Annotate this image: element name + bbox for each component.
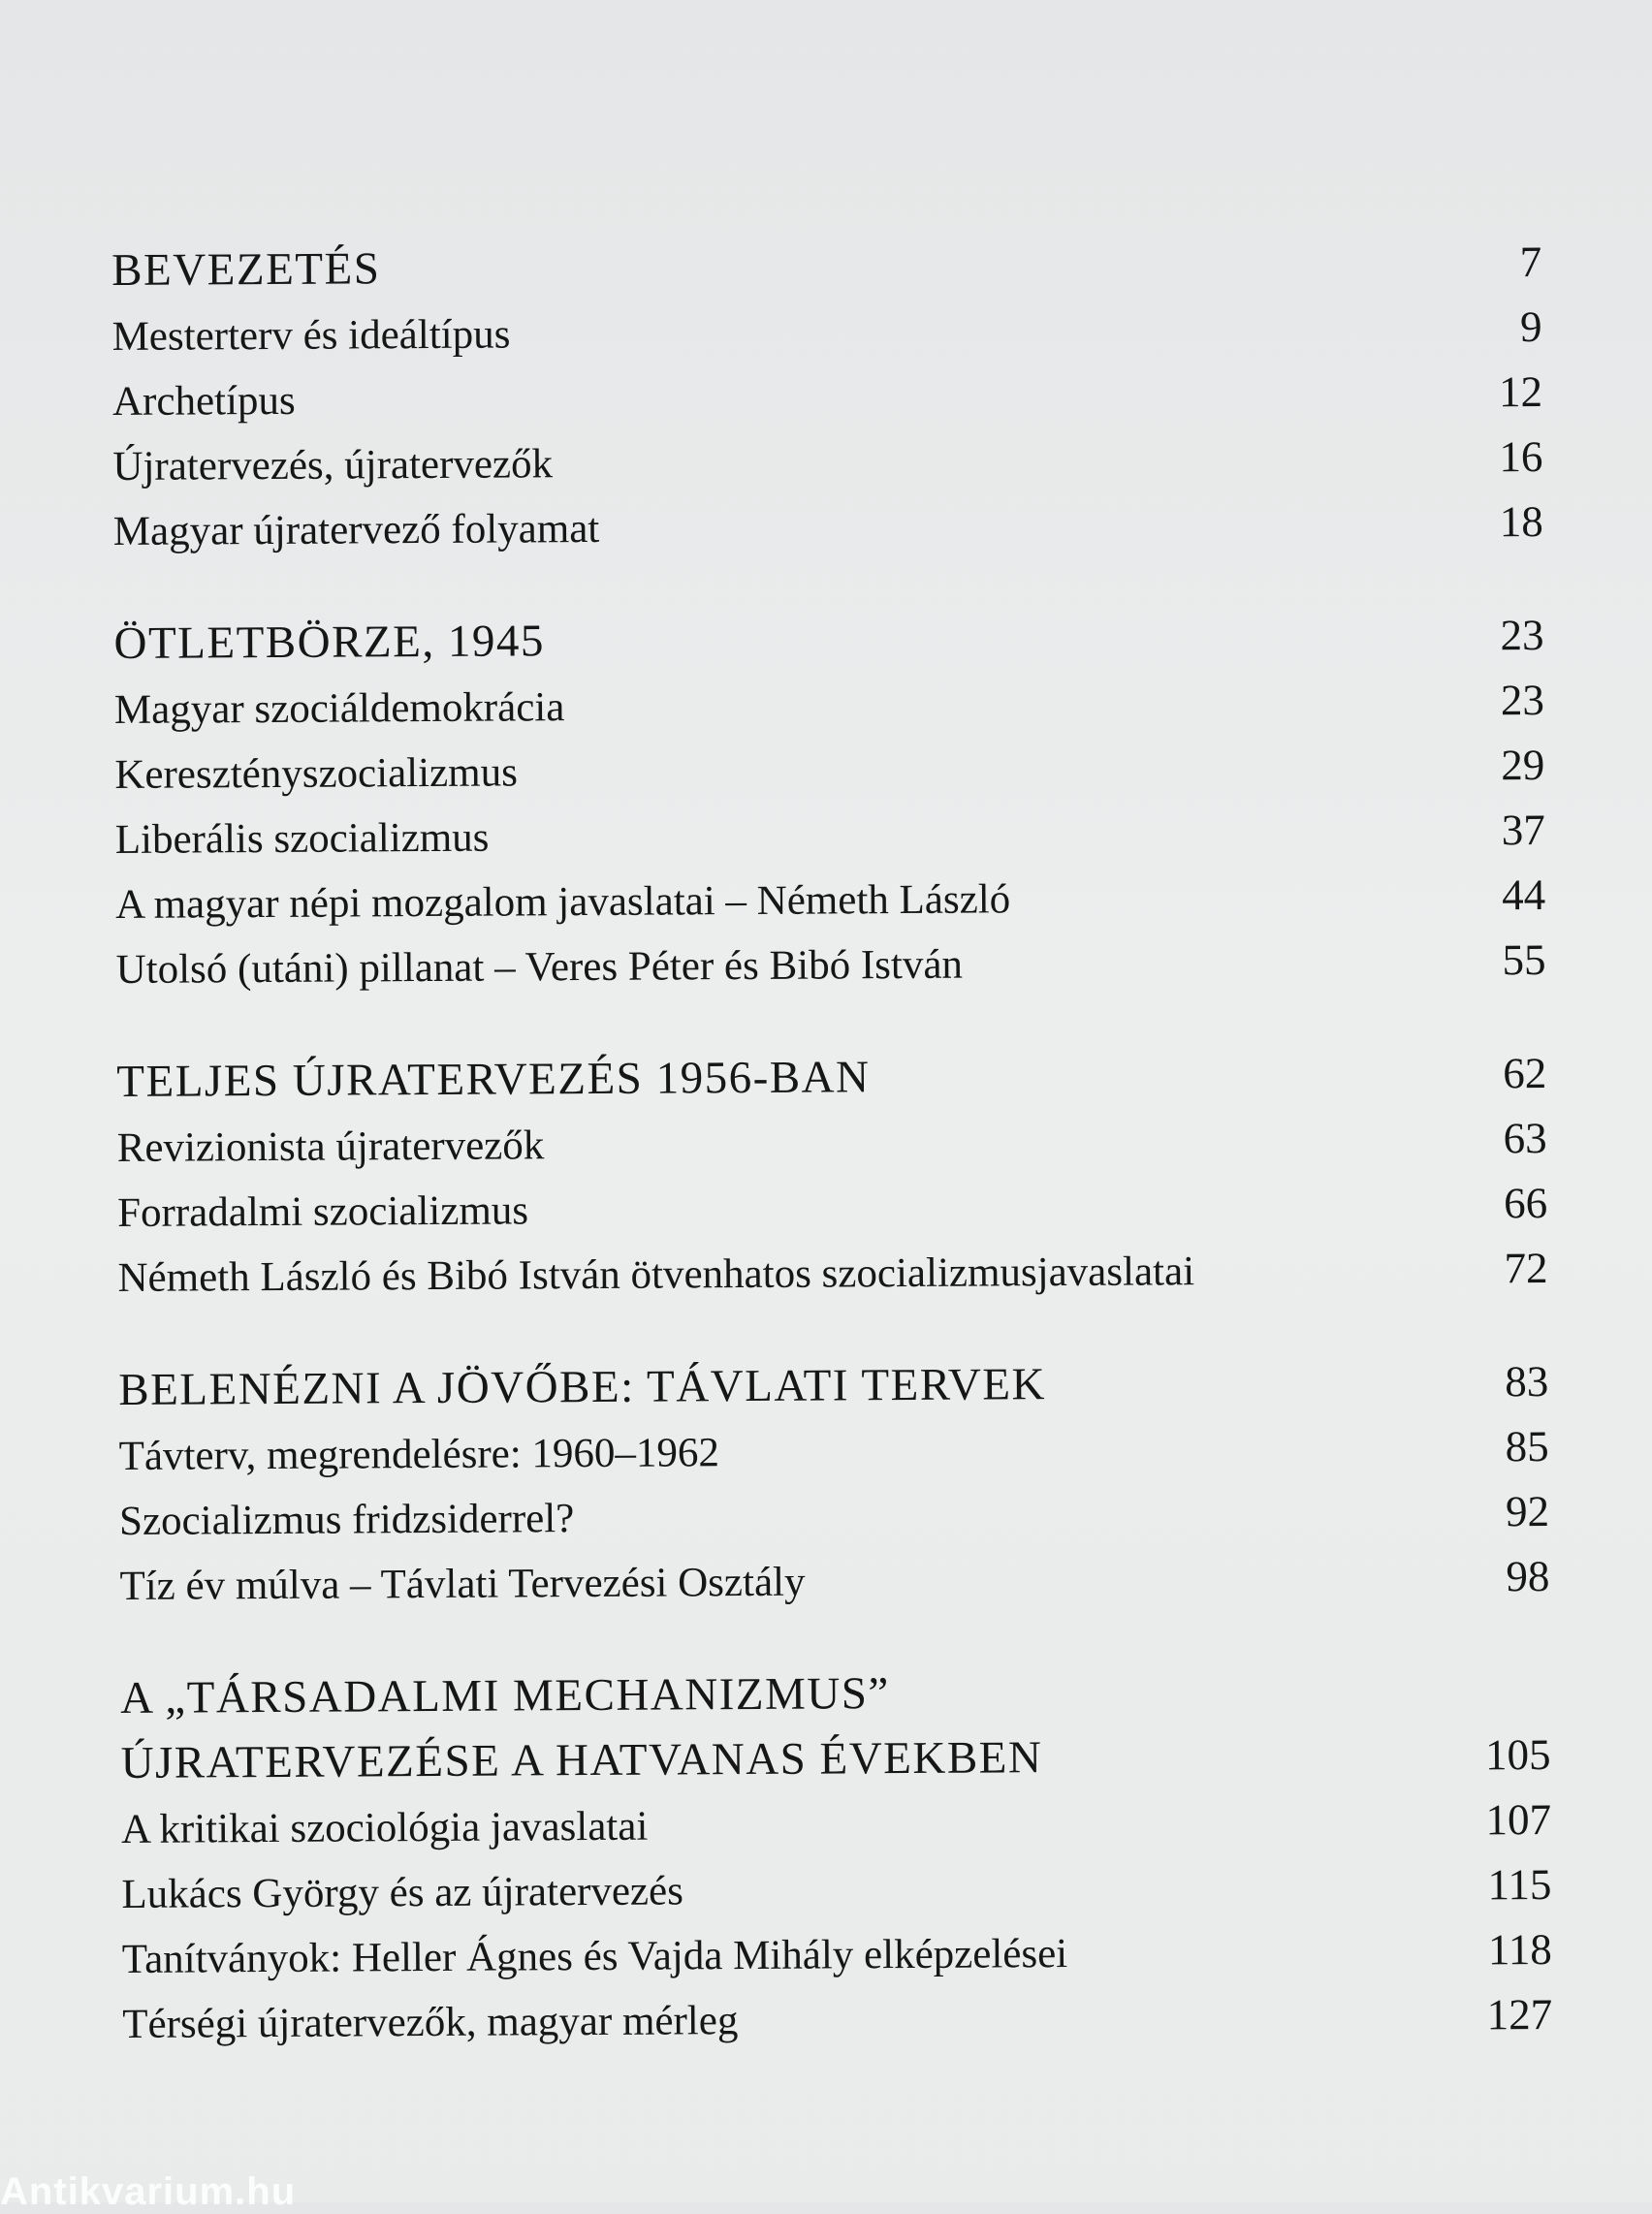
toc-section bbox=[116, 1041, 1548, 1310]
entry-title: Tanítványok: Heller Ágnes és Vajda Mihály elképzelései bbox=[121, 1931, 1068, 1982]
entry-title: Lukács György és az újratervezés bbox=[121, 1868, 684, 1917]
toc-entry bbox=[117, 1236, 1547, 1310]
chapter-heading bbox=[111, 230, 1541, 303]
toc-entry bbox=[119, 1544, 1549, 1618]
entry-page-number: 23 bbox=[1500, 675, 1545, 725]
toc-entry bbox=[121, 1787, 1551, 1861]
entry-title: Távterv, megrendelésre: 1960–1962 bbox=[118, 1430, 720, 1479]
entry-page-number: 92 bbox=[1505, 1486, 1550, 1536]
entry-page-number: 9 bbox=[1519, 301, 1542, 352]
chapter-title-line: ÚJRATERVEZÉSE A HATVANAS ÉVEKBEN bbox=[120, 1732, 1043, 1788]
entry-title: Utolsó (utáni) pillanat – Veres Péter és Bibó István bbox=[115, 941, 964, 993]
entry-title: Mesterterv és ideáltípus bbox=[111, 311, 511, 360]
entry-title: Tíz év múlva – Távlati Tervezési Osztály bbox=[119, 1559, 806, 1609]
chapter-heading bbox=[120, 1658, 1551, 1796]
toc-entry bbox=[112, 360, 1542, 433]
entry-page-number: 66 bbox=[1503, 1178, 1548, 1228]
entry-title: Térségi újratervezők, magyar mérleg bbox=[122, 1998, 739, 2047]
entry-title: Németh László és Bibó István ötvenhatos szocializmusjavaslatai bbox=[117, 1249, 1195, 1301]
toc-entry bbox=[112, 425, 1542, 498]
watermark: Antikvarium.hu bbox=[0, 2170, 297, 2213]
entry-title: Keresztényszocializmus bbox=[114, 749, 519, 798]
entry-page-number: 55 bbox=[1502, 934, 1546, 985]
chapter-heading bbox=[113, 603, 1543, 677]
entry-page-number: 118 bbox=[1487, 1924, 1552, 1975]
toc-entry bbox=[114, 668, 1544, 742]
toc-entry bbox=[122, 1917, 1552, 1991]
chapter-title: BEVEZETÉS bbox=[111, 243, 381, 296]
entry-page-number: 127 bbox=[1486, 1989, 1553, 2040]
entry-title: Szocializmus fridzsiderrel? bbox=[118, 1496, 575, 1544]
chapter-title: TELJES ÚJRATERVEZÉS 1956-BAN bbox=[116, 1052, 871, 1107]
entry-title: Magyar újratervező folyamat bbox=[112, 505, 600, 554]
toc-entry bbox=[111, 295, 1541, 368]
chapter-heading bbox=[118, 1349, 1548, 1423]
toc-section bbox=[120, 1658, 1552, 2056]
entry-title: Forradalmi szocializmus bbox=[116, 1187, 529, 1236]
toc-entry bbox=[119, 1479, 1549, 1553]
entry-page-number: 18 bbox=[1499, 496, 1543, 547]
entry-page-number: 85 bbox=[1505, 1421, 1549, 1471]
entry-title: Revizionista újratervezők bbox=[116, 1123, 545, 1171]
entry-page-number: 12 bbox=[1498, 366, 1543, 417]
entry-page-number: 63 bbox=[1503, 1113, 1547, 1163]
entry-title: A kritikai szociológia javaslatai bbox=[120, 1803, 649, 1852]
entry-title: A magyar népi mozgalom javaslatai – Németh László bbox=[115, 876, 1011, 928]
entry-title: Újratervezés, újratervezők bbox=[112, 441, 554, 490]
toc-entry bbox=[117, 1171, 1547, 1245]
toc-entry bbox=[113, 490, 1543, 563]
toc-entry bbox=[115, 863, 1545, 936]
toc-section bbox=[113, 603, 1545, 1001]
entry-title: Archetípus bbox=[111, 377, 296, 425]
entry-title: Magyar szociáldemokrácia bbox=[113, 684, 565, 733]
toc-entry bbox=[114, 733, 1544, 807]
entry-page-number: 72 bbox=[1504, 1243, 1548, 1293]
entry-title: Liberális szocializmus bbox=[114, 814, 490, 863]
entry-page-number: 29 bbox=[1501, 740, 1545, 790]
chapter-title-line: A „TÁRSADALMI MECHANIZMUS” bbox=[120, 1668, 890, 1724]
chapter-page-number: 7 bbox=[1519, 237, 1542, 287]
chapter-title bbox=[120, 1660, 1043, 1796]
toc-entry bbox=[118, 1414, 1548, 1488]
toc-section bbox=[111, 230, 1543, 563]
toc-entry bbox=[121, 1852, 1551, 1926]
chapter-page-number: 62 bbox=[1503, 1048, 1547, 1098]
chapter-title: ÖTLETBÖRZE, 1945 bbox=[113, 616, 546, 669]
chapter-page-number: 83 bbox=[1505, 1356, 1549, 1407]
entry-page-number: 107 bbox=[1485, 1794, 1552, 1845]
table-of-contents bbox=[111, 230, 1553, 2104]
entry-page-number: 98 bbox=[1506, 1551, 1550, 1601]
entry-page-number: 115 bbox=[1487, 1859, 1552, 1910]
chapter-page-number: 23 bbox=[1500, 610, 1544, 660]
chapter-title: BELENÉZNI A JÖVŐBE: TÁVLATI TERVEK bbox=[118, 1359, 1047, 1415]
toc-section bbox=[118, 1349, 1550, 1618]
entry-page-number: 16 bbox=[1499, 431, 1543, 482]
toc-entry bbox=[117, 1106, 1547, 1180]
entry-page-number: 44 bbox=[1502, 870, 1546, 920]
toc-entry bbox=[122, 1982, 1552, 2056]
chapter-heading bbox=[116, 1041, 1546, 1115]
toc-entry bbox=[115, 928, 1545, 1001]
toc-entry bbox=[115, 798, 1545, 871]
entry-page-number: 37 bbox=[1501, 805, 1545, 855]
chapter-page-number: 105 bbox=[1484, 1729, 1551, 1780]
